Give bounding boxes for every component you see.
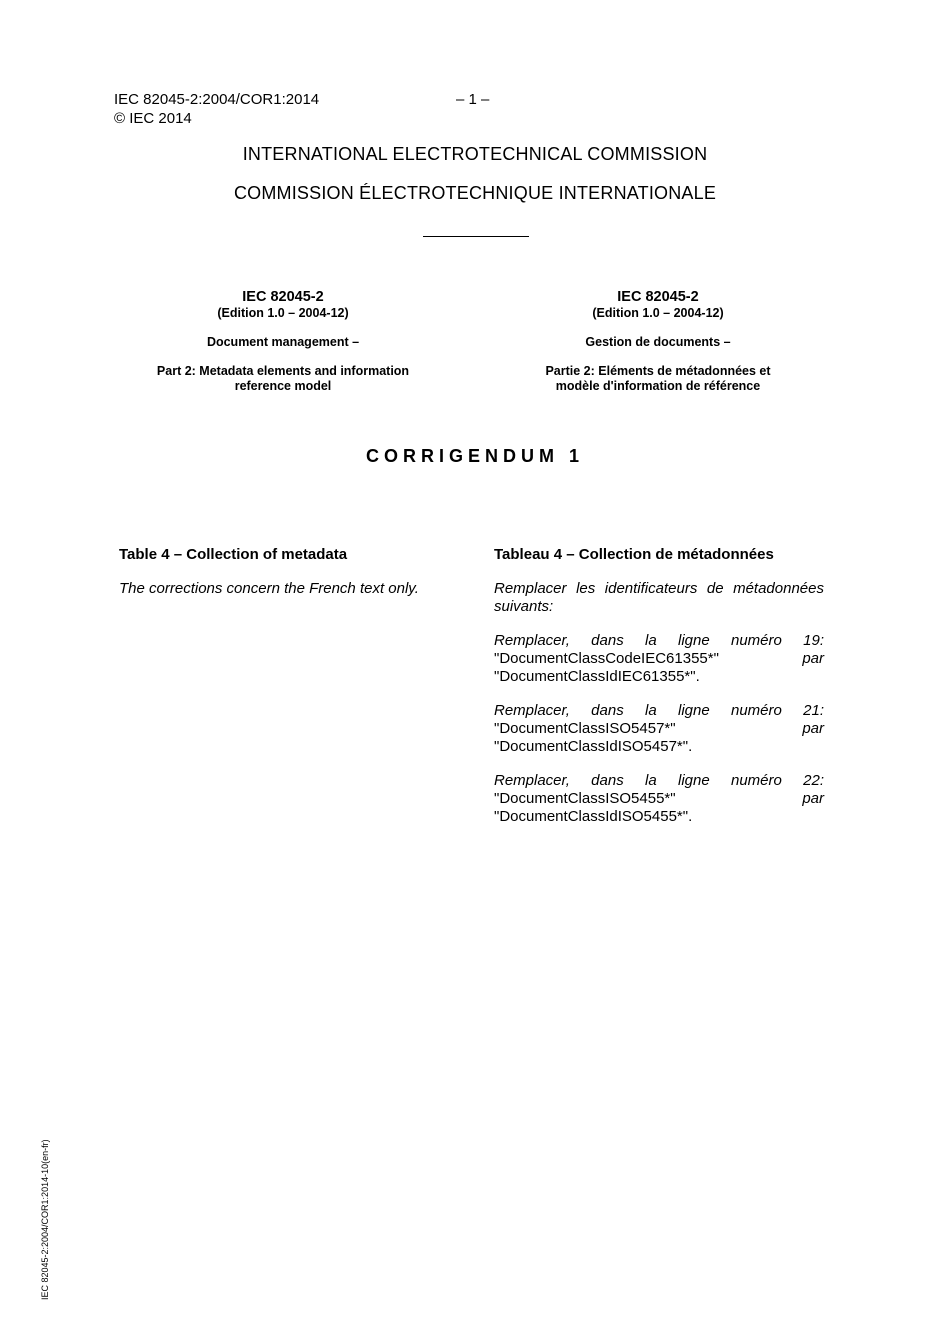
correction-lead: Remplacer, dans la ligne numéro 19: — [494, 632, 824, 649]
standard-id: IEC 82045-2 — [617, 289, 699, 305]
standard-part-line-2: modèle d'information de référence — [555, 379, 761, 393]
standard-id: IEC 82045-2 — [242, 289, 324, 305]
standard-edition: (Edition 1.0 – 2004-12) — [592, 306, 724, 320]
correction-par: par — [802, 650, 824, 667]
english-column — [119, 546, 449, 614]
table-heading-en: Table 4 – Collection of metadata — [119, 546, 348, 563]
standard-info-fr — [508, 289, 808, 394]
correction-old-value: "DocumentClassISO5457*" — [494, 720, 676, 737]
standard-part-line-1: Partie 2: Eléments de métadonnées et — [545, 364, 771, 378]
correction-new-value: "DocumentClassIdIEC61355*". — [494, 668, 700, 685]
correction-old-value: "DocumentClassISO5455*" — [494, 790, 676, 807]
correction-note-en: The corrections concern the French text only. — [119, 580, 419, 597]
correction-old-line — [494, 790, 824, 808]
correction-new-value: "DocumentClassIdISO5457*". — [494, 738, 693, 755]
correction-old-line — [494, 720, 824, 738]
document-reference: IEC 82045-2:2004/COR1:2014 — [114, 91, 320, 108]
title-divider — [423, 236, 529, 237]
standard-edition: (Edition 1.0 – 2004-12) — [217, 306, 349, 320]
copyright-notice: © IEC 2014 — [114, 110, 192, 127]
correction-lead: Remplacer, dans la ligne numéro 21: — [494, 702, 824, 719]
correction-item — [494, 702, 824, 756]
standard-part-line-1: Part 2: Metadata elements and information — [156, 364, 410, 378]
correction-old-line — [494, 650, 824, 668]
correction-new-value: "DocumentClassIdISO5455*". — [494, 808, 693, 825]
correction-item — [494, 632, 824, 686]
page-number: – 1 – — [456, 91, 490, 108]
standard-info-en — [133, 289, 433, 394]
corrigendum-title: CORRIGENDUM 1 — [365, 446, 584, 466]
margin-document-code: IEC 82045-2:2004/COR1:2014-10(en-fr) — [40, 1139, 50, 1300]
table-heading-fr: Tableau 4 – Collection de métadonnées — [494, 546, 774, 563]
standard-title: Document management – — [206, 335, 360, 349]
standard-title: Gestion de documents – — [585, 335, 731, 349]
standard-part-line-2: reference model — [234, 379, 332, 393]
correction-old-value: "DocumentClassCodeIEC61355*" — [494, 650, 719, 667]
correction-intro-fr: Remplacer les identificateurs de métadonnées suivants: — [494, 580, 824, 615]
french-column — [494, 546, 824, 842]
organization-name-en: INTERNATIONAL ELECTROTECHNICAL COMMISSION — [242, 144, 708, 164]
document-header — [114, 90, 319, 128]
correction-lead: Remplacer, dans la ligne numéro 22: — [494, 772, 824, 789]
correction-item — [494, 772, 824, 826]
correction-par: par — [802, 790, 824, 807]
organization-name-fr: COMMISSION ÉLECTROTECHNIQUE INTERNATIONALE — [233, 183, 717, 203]
correction-par: par — [802, 720, 824, 737]
